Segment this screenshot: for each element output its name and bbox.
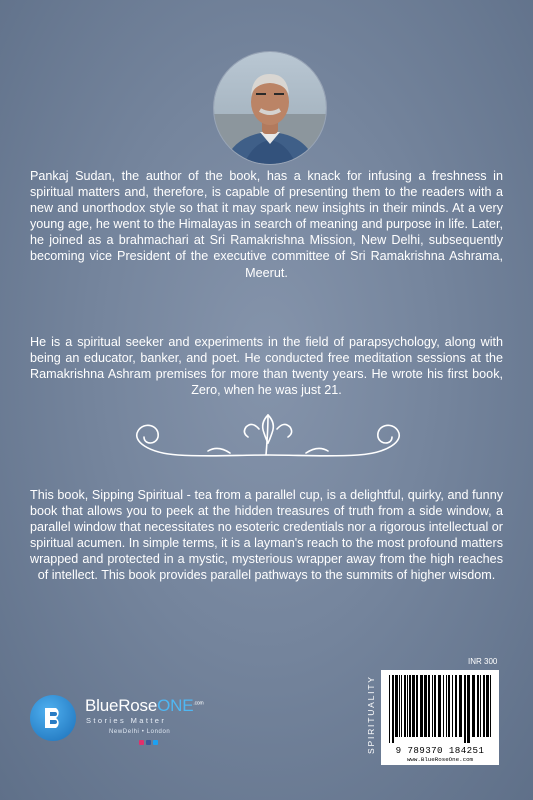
flourish-divider-icon — [118, 409, 418, 466]
barcode-bar — [483, 675, 485, 737]
publisher-website: www.BlueRoseOne.com — [406, 756, 474, 763]
barcode-bar — [443, 675, 444, 737]
isbn-number: 9 789370 184251 — [395, 745, 485, 756]
isbn-barcode — [381, 670, 499, 765]
author-bio-paragraph-1: Pankaj Sudan, the author of the book, has a knack for infusing a freshness in spiritual matters and, therefore, is capable of presenting them to the readers with a new and unorthodox style so that it may spark new insights in their minds. At a very young age, he went to the Himalayas in search of meaning and purpose in life. Later, he joined as a brahmachari at Sri Ramakrishna Mission, New Delhi, subsequently becoming vice President of the executive committee of Sri Ramakrishna Ashrama, Meerut. — [30, 169, 503, 280]
barcode-bar — [446, 675, 447, 737]
barcode-bar — [459, 675, 462, 737]
barcode-bar — [409, 675, 411, 737]
social-icons — [139, 740, 158, 745]
barcode-bar — [486, 675, 489, 737]
twitter-icon — [153, 740, 158, 745]
book-blurb: This book, Sipping Spiritual - tea from a parallel cup, is a delightful, quirky, and funny book that allows you to peek at the hidden treasures of truth from a side window, a parallel window that necessitates no esoteric credentials nor a rigorous intellectual or spiritual acumen. In simple terms, it is a layman's reach to the most profound matters wrapped and protected in a mystic, mysterious wrapper away from the high reaches of intellect. This book provides parallel pathways to the summits of higher wisdom. — [30, 488, 503, 583]
barcode-bar — [438, 675, 441, 737]
barcode-bar — [490, 675, 491, 737]
author-bio-paragraph-2: He is a spiritual seeker and experiments in the field of parapsychology, along with being an educator, banker, and poet. He conducted free meditation sessions at the Ramakrishna Ashram premises for more than twenty years. He wrote his first book, Zero, when he was just 21. — [30, 335, 503, 398]
barcode-bar — [401, 675, 402, 737]
barcode-bar — [428, 675, 430, 737]
author-photo — [214, 52, 326, 164]
barcode-bar — [416, 675, 418, 737]
facebook-icon — [146, 740, 151, 745]
publisher-logo — [30, 692, 230, 752]
barcode-bar — [420, 675, 423, 737]
barcode-bar — [407, 675, 408, 737]
genre-label: SPIRITUALITY — [366, 675, 376, 754]
instagram-icon — [139, 740, 144, 745]
barcode-bar — [464, 675, 466, 743]
barcode-bar — [395, 675, 398, 737]
barcode-bars — [389, 675, 491, 743]
price-label: INR 300 — [468, 657, 498, 666]
publisher-name-main: BlueRose — [85, 696, 158, 715]
barcode-bar — [480, 675, 481, 737]
barcode-bar — [424, 675, 427, 737]
barcode-bar — [389, 675, 390, 743]
barcode-bar — [434, 675, 436, 737]
barcode-bar — [432, 675, 433, 737]
barcode-bar — [412, 675, 415, 737]
barcode-bar — [472, 675, 475, 737]
barcode-bar — [452, 675, 453, 737]
barcode-bar — [467, 675, 470, 743]
publisher-name-accent: ONE — [157, 696, 194, 715]
author-portrait-icon — [214, 52, 326, 164]
barcode-bar — [404, 675, 406, 737]
barcode-bar — [477, 675, 479, 737]
bluerose-logo-icon — [30, 695, 76, 741]
publisher-tagline: Stories Matter — [86, 716, 167, 725]
barcode-bar — [392, 675, 394, 743]
barcode-bar — [399, 675, 400, 737]
publisher-name — [85, 696, 203, 716]
publisher-cities: NewDelhi • London — [109, 729, 171, 735]
barcode-bar — [455, 675, 457, 737]
barcode-bar — [448, 675, 450, 737]
publisher-domain-suffix: .com — [193, 700, 204, 707]
